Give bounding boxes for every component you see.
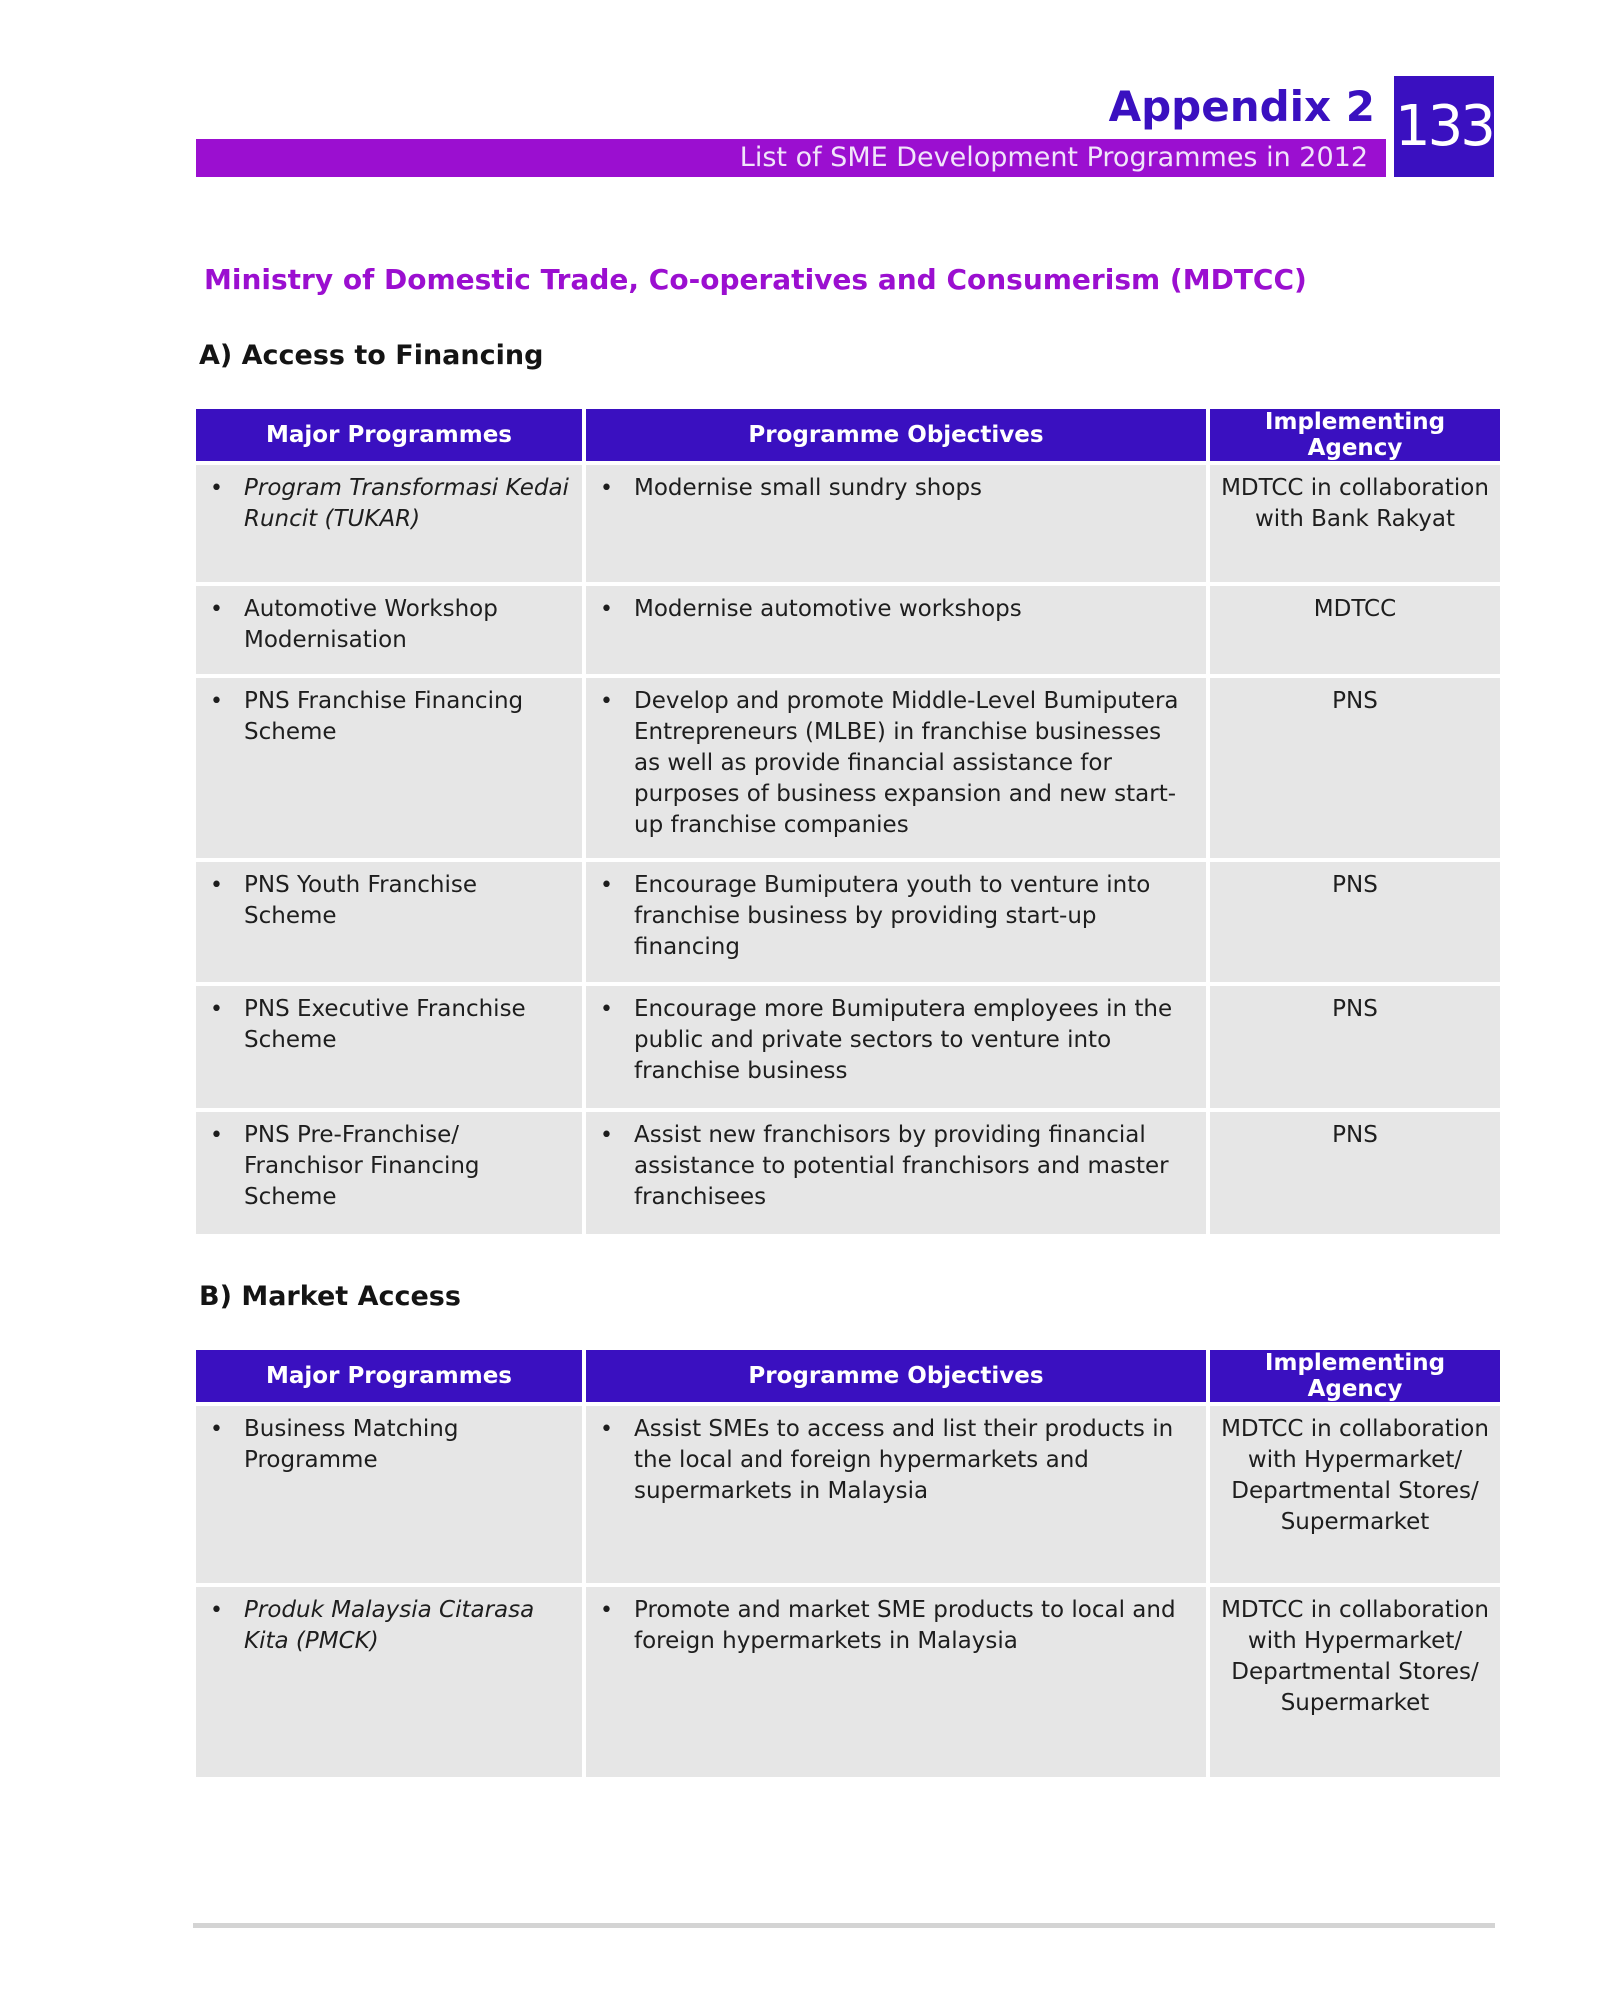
table-header-row <box>196 409 1500 461</box>
section-a-title: A) Access to Financing <box>199 340 544 371</box>
table-row <box>196 862 1500 982</box>
financing-table <box>192 405 1504 1238</box>
col-header-programmes: Major Programmes <box>196 409 582 461</box>
programme-cell: • PNS Franchise Financing Scheme <box>196 678 582 858</box>
footer-rule <box>193 1923 1495 1928</box>
objective-cell: • Develop and promote Middle-Level Bumiputera Entrepreneurs (MLBE) in franchise businesses as well as provide financial assistance for purposes of business expansion and new start-up franchise companies <box>586 678 1206 858</box>
page-number: 133 <box>1395 94 1493 159</box>
agency-cell: MDTCC in collaboration with Hypermarket/ Departmental Stores/ Supermarket <box>1210 1587 1500 1777</box>
objective-cell: • Assist SMEs to access and list their products in the local and foreign hypermarkets and supermarkets in Malaysia <box>586 1406 1206 1583</box>
agency-cell: PNS <box>1210 678 1500 858</box>
objective-cell: • Encourage Bumiputera youth to venture into franchise business by providing start-up financing <box>586 862 1206 982</box>
agency-cell: MDTCC in collaboration with Hypermarket/ Departmental Stores/ Supermarket <box>1210 1406 1500 1583</box>
objective-cell: • Assist new franchisors by providing financial assistance to potential franchisors and master franchisees <box>586 1112 1206 1234</box>
table-row <box>196 678 1500 858</box>
ministry-heading: Ministry of Domestic Trade, Co-operatives and Consumerism (MDTCC) <box>204 263 1307 296</box>
table-row <box>196 586 1500 674</box>
objective-cell: • Modernise small sundry shops <box>586 465 1206 582</box>
agency-cell: MDTCC <box>1210 586 1500 674</box>
table-header-row <box>196 1350 1500 1402</box>
table-row <box>196 1587 1500 1777</box>
objective-cell: • Modernise automotive workshops <box>586 586 1206 674</box>
appendix-title: Appendix 2 <box>1108 82 1375 131</box>
programme-cell: • PNS Executive Franchise Scheme <box>196 986 582 1108</box>
objective-cell: • Promote and market SME products to local and foreign hypermarkets in Malaysia <box>586 1587 1206 1777</box>
page-number-box <box>1394 76 1494 177</box>
agency-cell: MDTCC in collaboration with Bank Rakyat <box>1210 465 1500 582</box>
programme-cell: • Produk Malaysia Citarasa Kita (PMCK) <box>196 1587 582 1777</box>
table-row <box>196 465 1500 582</box>
table-row <box>196 986 1500 1108</box>
programme-cell: • Program Transformasi Kedai Runcit (TUKAR) <box>196 465 582 582</box>
header-subtitle: List of SME Development Programmes in 2012 <box>739 142 1368 173</box>
agency-cell: PNS <box>1210 862 1500 982</box>
table-row <box>196 1406 1500 1583</box>
col-header-agency: Implementing Agency <box>1210 1350 1500 1402</box>
agency-cell: PNS <box>1210 986 1500 1108</box>
col-header-objectives: Programme Objectives <box>586 409 1206 461</box>
programme-cell: • Business Matching Programme <box>196 1406 582 1583</box>
programme-cell: • Automotive Workshop Modernisation <box>196 586 582 674</box>
agency-cell: PNS <box>1210 1112 1500 1234</box>
col-header-agency: Implementing Agency <box>1210 409 1500 461</box>
programme-cell: • PNS Pre-Franchise/ Franchisor Financing Scheme <box>196 1112 582 1234</box>
programme-cell: • PNS Youth Franchise Scheme <box>196 862 582 982</box>
section-b-title: B) Market Access <box>199 1281 461 1312</box>
col-header-programmes: Major Programmes <box>196 1350 582 1402</box>
header-bar <box>196 139 1386 177</box>
objective-cell: • Encourage more Bumiputera employees in the public and private sectors to venture into franchise business <box>586 986 1206 1108</box>
market-access-table <box>192 1346 1504 1781</box>
col-header-objectives: Programme Objectives <box>586 1350 1206 1402</box>
table-row <box>196 1112 1500 1234</box>
